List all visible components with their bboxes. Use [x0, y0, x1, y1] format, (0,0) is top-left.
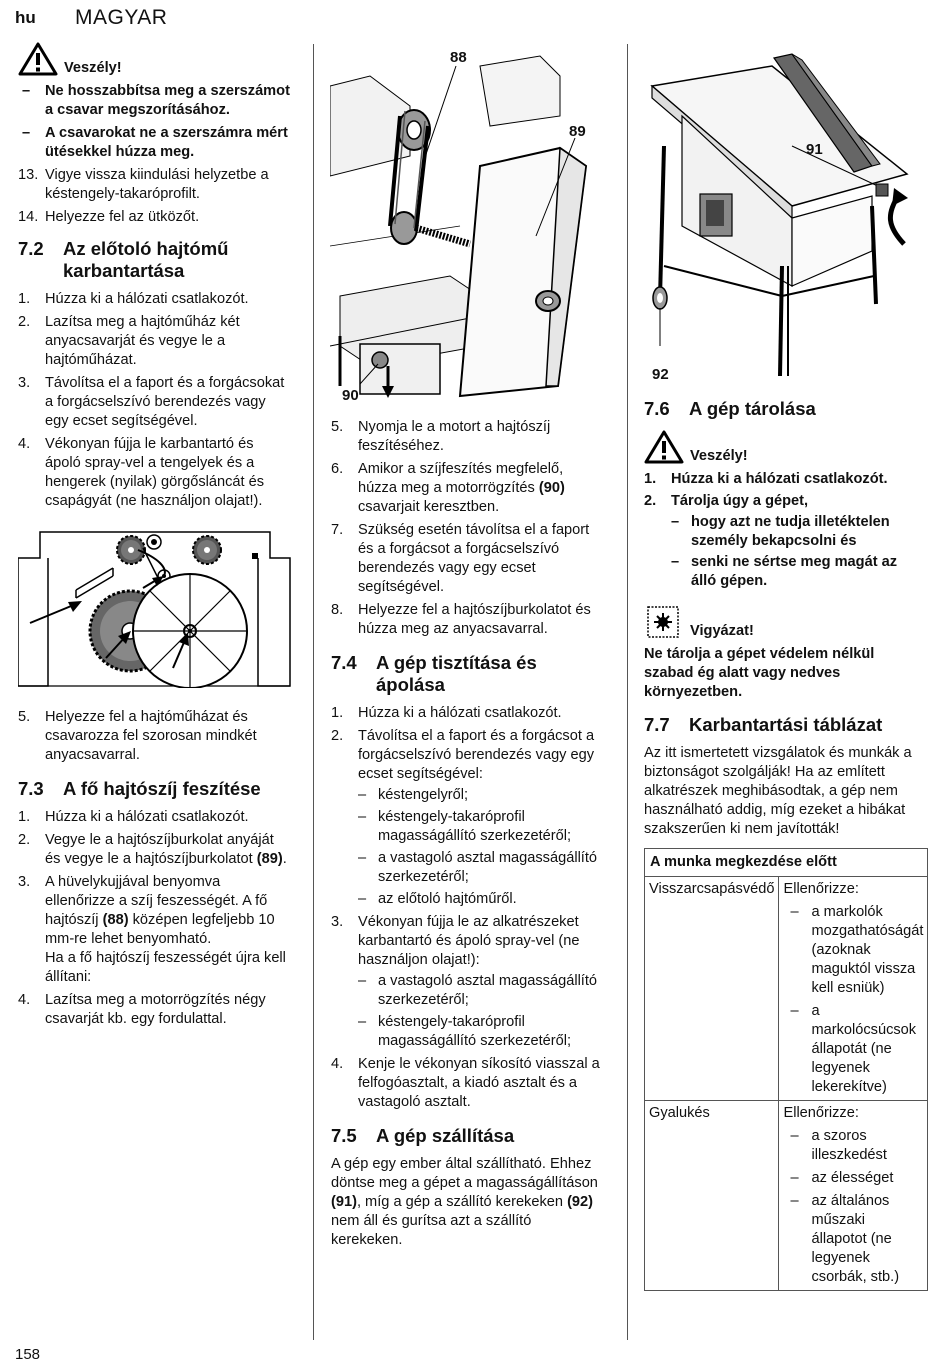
storage-step: 2. Tárolja úgy a gépet, – hogy azt ne tudja illetéktelen személy bekapcsolni és – senki ne sértse meg magát az álló gépen. — [644, 492, 920, 591]
sub-item: – késtengely-takaróprofil magasságállító szerkezetéről; — [358, 1014, 572, 1049]
language-code: hu — [15, 8, 36, 27]
callout-92: 92 — [652, 366, 669, 383]
sub-item: – az élességet — [790, 1170, 894, 1186]
warning-heading — [644, 430, 920, 464]
step-item: 1. Húzza ki a hálózati csatlakozót. — [331, 705, 562, 721]
sub-item: – késtengely-takaróprofil magasságállító szerkezetéről; — [358, 809, 572, 844]
maintenance-table — [644, 848, 928, 1291]
step-item: 5. Helyezze fel a hajtóműházat és csavarozza fel szorosan mindkét anyacsavarral. — [18, 709, 257, 763]
column-middle — [331, 418, 603, 1250]
step-item: 14. Helyezze fel az ütközőt. — [18, 209, 200, 225]
warning-heading — [18, 42, 290, 76]
step-item: 4. Vékonyan fújja le karbantartó és ápoló spray-vel a tengelyek és a hengerek (nyilak) görgősláncát és csapágyát (ne használjon olajat!). — [18, 436, 265, 509]
step-item: 1. Húzza ki a hálózati csatlakozót. — [18, 291, 249, 307]
table-cell-check: Ellenőrizze: – a markolók mozgathatóságát (azoknak maguktól vissza kell esniük) – a markolócsúcsok állapotát (ne legyenek lekerekítve) — [779, 877, 928, 1101]
sub-item: – késtengelyről; — [358, 787, 469, 803]
table-cell-check: Ellenőrizze: – a szoros illeszkedést – az élességet – az általános műszaki állapotot (ne legyenek csorbák, stb.) — [779, 1101, 928, 1291]
section-heading-7-7: 7.7 Karbantartási táblázat — [644, 714, 883, 735]
section-heading-7-4: 7.4 A gép tisztítása és ápolása — [331, 652, 537, 695]
top-gear-left — [117, 536, 145, 564]
section-heading-7-3: 7.3 A fő hajtószíj feszítése — [18, 778, 261, 799]
step-item: 3. Vékonyan fújja le az alkatrészeket karbantartó és ápoló spray-vel (ne használjon olajat!): – a vastagoló asztal magasságállító szerkezetéről; – késtengely-takaróprofil magasságállító szerkezetéről; — [331, 913, 603, 1051]
section-heading-7-6: 7.6 A gép tárolása — [644, 398, 816, 419]
step-item: 13. Vigye vissza kiindulási helyzetbe a késtengely-takaróprofilt. — [18, 167, 269, 202]
warning-item: – A csavarokat ne a szerszámra mért ütésekkel húzza meg. — [22, 125, 288, 160]
caution-heading — [644, 605, 920, 639]
section-heading-7-2: 7.2 Az előtoló hajtómű karbantartása — [18, 238, 229, 281]
sub-item: – a vastagoló asztal magasságállító szerkezetéről; — [358, 973, 598, 1008]
warning-label: Veszély! — [690, 448, 748, 464]
sub-item: – a vastagoló asztal magasságállító szerkezetéről; — [358, 850, 598, 885]
table-header: A munka megkezdése előtt — [645, 849, 928, 877]
arrow-icon — [30, 601, 82, 623]
sub-item: – az általános műszaki állapotot (ne legyenek csorbák, stb.) — [790, 1193, 900, 1285]
storage-step: 1. Húzza ki a hálózati csatlakozót. — [644, 471, 888, 487]
sub-item: – hogy azt ne tudja illetéktelen személy bekapcsolni és — [671, 514, 890, 549]
top-gear-right — [193, 536, 221, 564]
table-row — [645, 877, 928, 1101]
sub-item: – a markolók mozgathatóságát (azoknak maguktól vissza kell esniük) — [790, 904, 924, 996]
page-header-title: MAGYAR — [75, 6, 168, 29]
step-item: 7. Szükség esetén távolítsa el a faport és a forgácsot a forgácselszívó berendezés vagy egy ecset segítségével. — [331, 522, 590, 595]
column-left — [18, 42, 290, 511]
column-divider-left — [313, 44, 314, 1340]
caution-label: Vigyázat! — [690, 623, 754, 639]
sub-item: – senki ne sértse meg magát az álló gépen. — [671, 554, 898, 589]
callout-89: 89 — [569, 123, 586, 140]
step-item: 8. Helyezze fel a hajtószíjburkolatot és húzza meg az anyacsavarral. — [331, 602, 591, 637]
planer-machine-diagram — [642, 46, 912, 386]
belt-drive-diagram — [330, 46, 610, 406]
step-item: 6. Amikor a szíjfeszítés megfelelő, húzza meg a motorrögzítés (90) csavarjait keresztben. — [331, 461, 565, 515]
step-item: 2. Lazítsa meg a hajtóműház két anyacsavarját és vegye le a hajtóműházat. — [18, 314, 240, 368]
callout-90: 90 — [342, 387, 359, 404]
warning-triangle-icon — [644, 430, 684, 464]
warning-item: – Ne hosszabbítsa meg a szerszámot a csavar megszorításához. — [22, 83, 290, 118]
step-item: 3. Távolítsa el a faport és a forgácsokat a forgácselszívó berendezés vagy egy ecset segítségével. — [18, 375, 285, 429]
step-item: 2. Távolítsa el a faport és a forgácsot a forgácselszívó berendezés vagy egy ecset segítségével: – késtengelyről; – késtengely-takaróprofil magasságállító szerkezetéről; – a vastagoló asztal magasságállító szerkezetéről; – az előtoló hajtóműről. — [331, 727, 603, 909]
column-divider-right — [627, 44, 628, 1340]
step-item: 1. Húzza ki a hálózati csatlakozót. — [18, 809, 249, 825]
transport-paragraph: A gép egy ember által szállítható. Ehhez döntse meg a gépet a magasságállításon (91), míg a gép a szállító kerekeken (92) nem áll és gurítsa azt a szállító kerekeken. — [331, 1156, 598, 1248]
sub-item: – a markolócsúcsok állapotát (ne legyenek lekerekítve) — [790, 1003, 917, 1095]
transport-wheel — [653, 287, 667, 309]
column-left-lower — [18, 708, 290, 1029]
warning-triangle-icon — [18, 42, 58, 76]
caution-text: Ne tárolja a gépet védelem nélkül szabad ég alatt vagy nedves környezetben. — [644, 646, 875, 700]
maintenance-intro: Az itt ismertetett vizsgálatok és munkák a biztonságot szolgálják! Ha az említett alkatrészek meghibásodtak, a gép nem használható addig, míg ezeket a hibákat szakszerűen ki nem javították! — [644, 745, 912, 837]
step-item: 4. Kenje le vékonyan síkosító viasszal a felfogóasztalt, a kiadó asztalt és a vastagoló asztalt. — [331, 1056, 600, 1110]
table-row — [645, 1101, 928, 1291]
gearbox-diagram — [18, 528, 292, 688]
callout-91: 91 — [806, 141, 823, 158]
spoked-wheel — [133, 574, 247, 688]
table-cell-item: Visszarcsapásvédő — [645, 877, 779, 1101]
step-item: 4. Lazítsa meg a motorrögzítés négy csavarját kb. egy fordulattal. — [18, 992, 266, 1027]
sub-item: – az előtoló hajtóműről. — [358, 891, 517, 907]
column-right — [644, 398, 924, 1291]
warning-label: Veszély! — [64, 60, 122, 76]
step-item: 5. Nyomja le a motort a hajtószíj feszítéséhez. — [331, 419, 551, 454]
step-item: 3. A hüvelykujjával benyomva ellenőrizze a szíj feszességét. A fő hajtószíj (88) középen legfeljebb 10 mm-re lehet benyomható. Ha a fő hajtószíj feszességét újra kell állítani: — [18, 874, 286, 985]
step-item: 2. Vegye le a hajtószíjburkolat anyáját és vegye le a hajtószíjburkolatot (89). — [18, 832, 287, 867]
callout-88: 88 — [450, 49, 467, 66]
section-heading-7-5: 7.5 A gép szállítása — [331, 1125, 515, 1146]
caution-box-icon — [644, 605, 684, 639]
sub-item: – a szoros illeszkedést — [790, 1128, 887, 1163]
page-number: 158 — [15, 1346, 41, 1363]
table-cell-item: Gyalukés — [645, 1101, 779, 1291]
